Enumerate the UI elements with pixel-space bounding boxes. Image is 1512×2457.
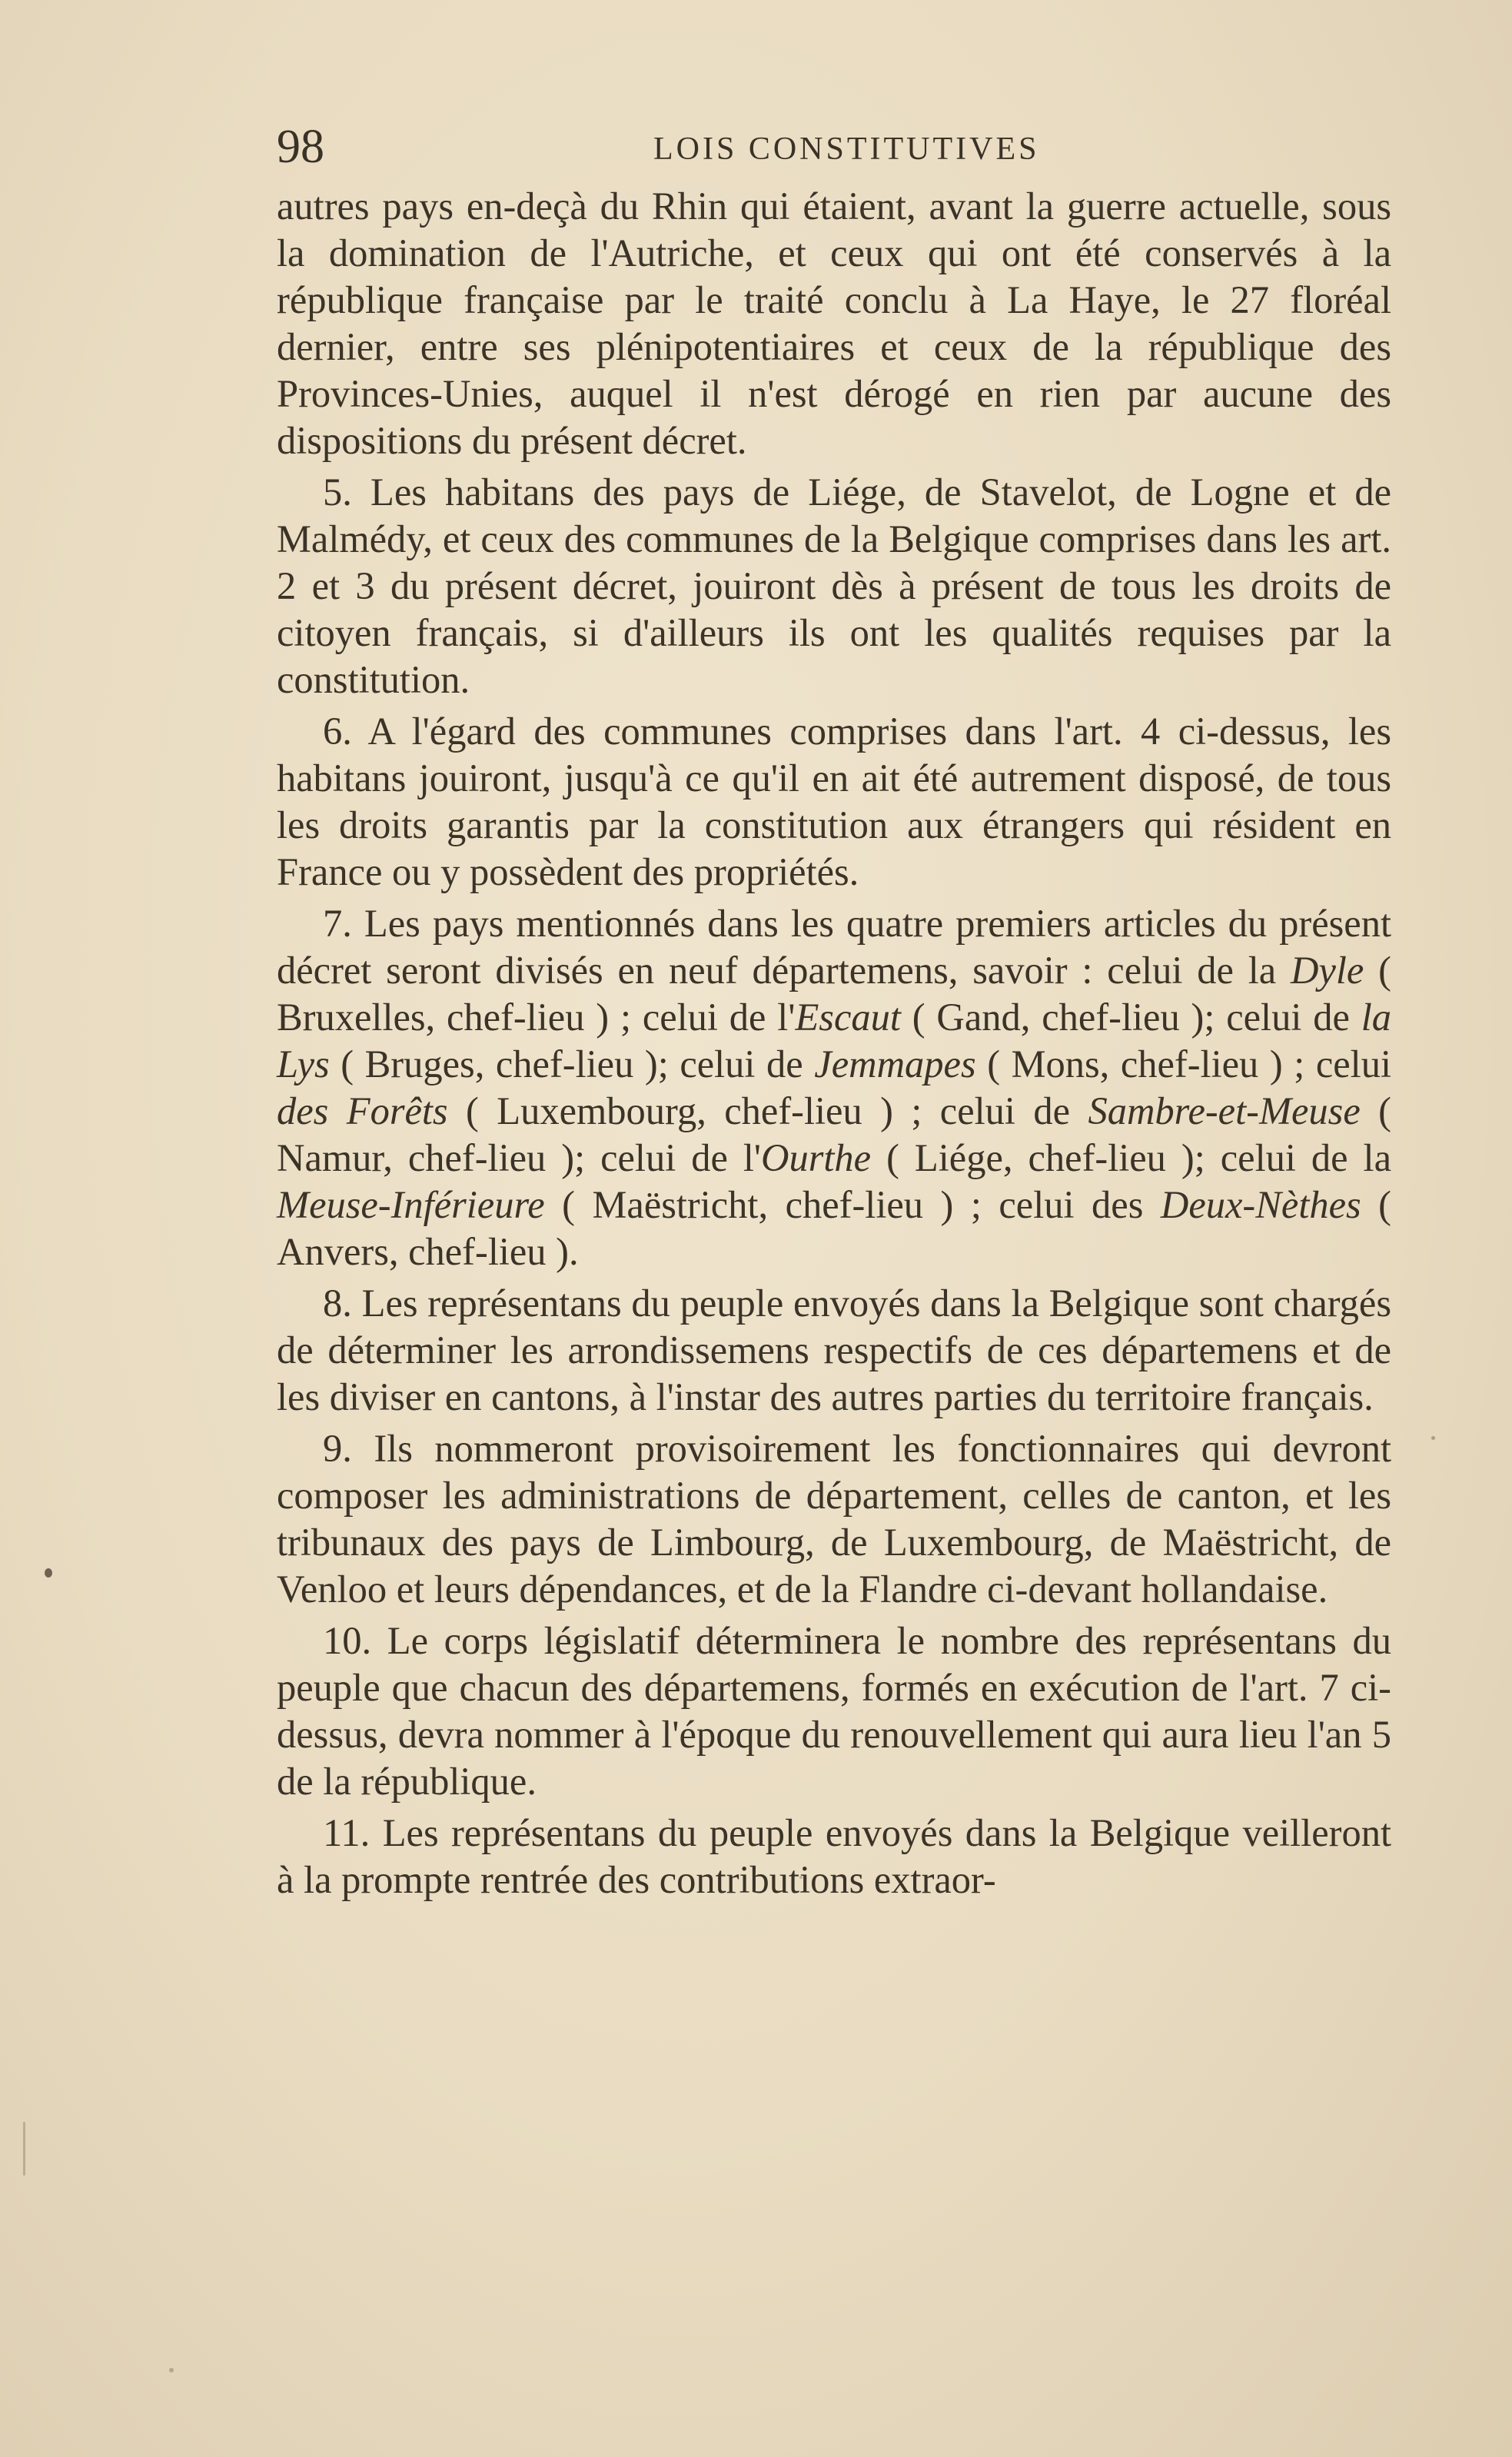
text-segment: ( Bruxelles, chef-lieu ) ; celui de l' — [277, 949, 1392, 1039]
article-paragraph — [277, 1425, 1391, 1613]
paper-speck — [169, 2368, 174, 2372]
paper-speck — [799, 1876, 803, 1879]
article-paragraph — [277, 1810, 1391, 1903]
department-name: Deux-Nèthes — [1160, 1183, 1361, 1226]
paper-mark — [23, 2122, 25, 2176]
article-paragraph — [277, 1617, 1391, 1805]
department-name: Meuse-Inférieure — [277, 1183, 545, 1226]
department-name: Escaut — [795, 996, 901, 1039]
article-paragraph — [277, 900, 1391, 1275]
text-segment: 8. Les représentans du peuple envoyés dans la Belgique sont chargés de déterminer les arrondissemens respectifs de ces départemens et de les diviser en cantons, à l'instar des autres parties du territoire français. — [277, 1282, 1391, 1418]
department-name: des Forêts — [277, 1089, 448, 1132]
paragraph-continued — [277, 183, 1391, 464]
text-segment: 11. Les représentans du peuple envoyés dans la Belgique veilleront à la prompte rentrée des contributions extraor- — [277, 1811, 1391, 1901]
paper-speck — [45, 1568, 52, 1578]
article-paragraph — [277, 1280, 1391, 1421]
text-segment: 10. Le corps législatif déterminera le nombre des représentans du peuple que chacun des départemens, formés en exécution de l'art. 7 ci-dessus, devra nommer à l'époque du renouvellement qui aura lieu l'an 5 de la république. — [277, 1619, 1391, 1803]
text-segment: autres pays en-deçà du Rhin qui étaient, avant la guerre actuelle, sous la domination de l'Autriche, et ceux qui ont été conservés à la république française par le traité conclu à La Haye, le 27 floréal dernier, entre ses plénipotentiaires et ceux de la république des Provinces-Unies, auquel il n'est dérogé en rien par aucune des dispositions du présent décret. — [277, 185, 1391, 462]
text-segment: 7. Les pays mentionnés dans les quatre premiers articles du présent décret seront divisés en neuf départemens, savoir : celui de la — [277, 902, 1391, 992]
department-name: Sambre-et-Meuse — [1088, 1089, 1361, 1132]
article-paragraph — [277, 708, 1391, 896]
page-number: 98 — [277, 121, 324, 173]
text-segment: ( Bruges, chef-lieu ); celui de — [329, 1042, 815, 1086]
text-segment: ( Maëstricht, chef-lieu ) ; celui des — [544, 1183, 1161, 1226]
department-name: Dyle — [1291, 949, 1364, 992]
article-paragraph — [277, 469, 1391, 703]
body-text — [277, 183, 1391, 1903]
text-segment: ( Luxembourg, chef-lieu ) ; celui de — [447, 1089, 1088, 1132]
department-name: Jemmapes — [814, 1042, 976, 1086]
text-segment: ( Namur, chef-lieu ); celui de l' — [277, 1089, 1391, 1179]
text-segment: ( Gand, chef-lieu ); celui de — [900, 996, 1361, 1039]
department-name: Ourthe — [761, 1136, 872, 1179]
text-segment: 9. Ils nommeront provisoirement les fonctionnaires qui devront composer les administrations de département, celles de canton, et les tribunaux des pays de Limbourg, de Luxembourg, de Maëstricht, de Venloo et leurs dépendances, et de la Flandre ci-devant hollandaise. — [277, 1427, 1391, 1611]
text-segment: ( Liége, chef-lieu ); celui de la — [871, 1136, 1391, 1179]
text-segment: 6. A l'égard des communes comprises dans l'art. 4 ci-dessus, les habitans jouiront, jusqu'à ce qu'il en ait été autrement disposé, de tous les droits garantis par la constitution aux étrangers qui résident en France ou y possèdent des propriétés. — [277, 710, 1391, 893]
paper-speck — [1431, 1436, 1435, 1440]
page-header — [277, 114, 1391, 183]
text-segment: ( Mons, chef-lieu ) ; celui — [975, 1042, 1391, 1086]
text-segment: ( Anvers, chef-lieu ). — [277, 1183, 1391, 1273]
department-name: la Lys — [277, 996, 1392, 1086]
text-segment: 5. Les habitans des pays de Liége, de Stavelot, de Logne et de Malmédy, et ceux des communes de la Belgique comprises dans les art. 2 et 3 du présent décret, jouiront dès à présent de tous les droits de citoyen français, si d'ailleurs ils ont les qualités requises par la constitution. — [277, 470, 1391, 701]
running-head: LOIS CONSTITUTIVES — [653, 131, 1040, 167]
